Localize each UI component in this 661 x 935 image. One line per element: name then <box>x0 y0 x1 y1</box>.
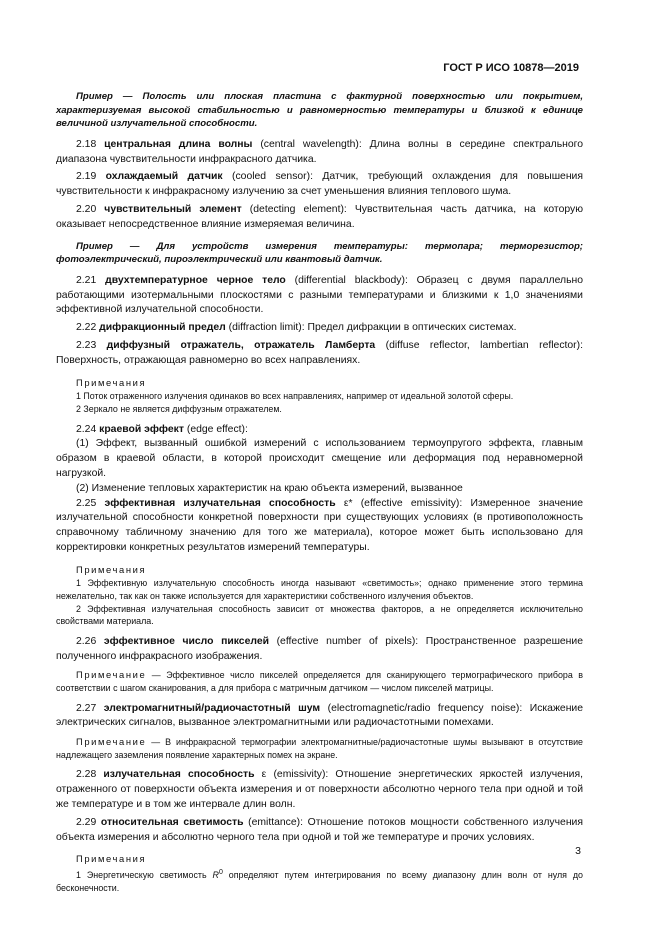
term-number: 2.27 <box>76 702 97 714</box>
term-title: излучательная способность <box>103 769 255 781</box>
term-2-24 <box>56 423 583 438</box>
term-number: 2.29 <box>76 816 97 828</box>
term-definition: (effective emissivity): Измеренное значение излучательной способности конкретной поверхности при существующих условиях (в противоположность справочному табличному значению для того же материала), которое может быть использовано для корректировки конкретных результатов измерений температуры. <box>56 497 583 553</box>
term-title: дифракционный предел <box>99 322 226 334</box>
term-title: эффективная излучательная способность <box>104 497 336 509</box>
note-single <box>56 736 583 761</box>
term-definition: (diffraction limit): Предел дифракции в оптических системах. <box>225 322 517 334</box>
note-label: Примечание <box>76 669 147 681</box>
term-title: центральная длина волны <box>104 138 253 150</box>
term-definition: (effective number of pixels): Пространственное разрешение полученного инфракрасного изображения. <box>56 635 584 662</box>
term-symbol: ε <box>254 769 267 781</box>
term-definition: (emittance): Отношение потоков мощности собственного излучения объекта измерения и абсолютно черного тела при одной и той же температуре и прочих условиях. <box>56 816 583 843</box>
term-definition: (central wavelength): Длина волны в середине спектрального диапазона чувствительности инфракрасного датчика. <box>56 138 583 165</box>
term-definition: (edge effect): <box>183 423 248 435</box>
note-item: 1 Поток отраженного излучения одинаков во всех направлениях, например от идеальной золотой сферы. <box>76 391 514 402</box>
term-number: 2.20 <box>76 203 97 215</box>
notes-heading: Примечания <box>76 853 147 865</box>
term-number: 2.24 <box>76 423 97 435</box>
term-title: электромагнитный/радиочастотный шум <box>103 702 321 714</box>
term-number: 2.19 <box>76 171 97 183</box>
term-number: 2.23 <box>76 339 97 351</box>
note-text: — В инфракрасной термографии электромагнитные/радиочастотные шумы вызывают в отсутствие надлежащего заземления появление характерных помех на экране. <box>56 737 583 760</box>
term-2-28 <box>56 768 583 812</box>
term-number: 2.25 <box>76 497 97 509</box>
example-sensors: Пример — Для устройств измерения температуры: термопара; терморезистор; фотоэлектрический, пироэлектрический или квантовый датчик. <box>56 240 583 266</box>
term-title: охлаждаемый датчик <box>105 171 223 183</box>
note-item: 1 Эффективную излучательную способность иногда называют «светимость»; однако применение этого термина нежелательно, так как он также используется для характеристики собственного излучения объектов. <box>56 578 583 602</box>
notes-heading: Примечания <box>76 376 147 388</box>
term-2-29 <box>56 816 583 846</box>
note-single <box>56 669 583 694</box>
note-item: 2 Эффективная излучательная способность зависит от множества факторов, а не определяется исключительно свойствами материала. <box>56 603 583 627</box>
document-body <box>56 90 583 894</box>
radiance-superscript: 0 <box>218 869 223 877</box>
term-definition: (diffuse reflector, lambertian reflector): Поверхность, отражающая равномерно во всех направлениях. <box>56 339 583 366</box>
term-2-26 <box>56 635 583 665</box>
radiance-symbol: R <box>212 870 219 881</box>
notes-heading: Примечания <box>76 563 147 575</box>
note-text: определяют путем интегрирования по всему диапазону длин волн от нуля до бесконечности. <box>56 870 583 893</box>
note-item <box>56 867 583 894</box>
term-definition: (differential blackbody): Образец с двумя параллельно работающими изотермальными плоскостями с разными температурами и близкими к 1,0 значениями эффективной излучательной способности. <box>56 274 583 316</box>
term-2-21 <box>56 274 583 318</box>
term-definition: (electromagnetic/radio frequency noise): Искажение электрических сигналов, вызванное электромагнитными или радиочастотными помехами. <box>56 702 584 729</box>
term-title: краевой эффект <box>99 423 184 435</box>
term-definition: (emissivity): Отношение энергетических яркостей излучения, отраженного от поверхности объекта измерения и от поверхности абсолютно черного тела при одной и той же температуре и в том же интервале длин волн. <box>56 769 583 811</box>
note-item: 2 Зеркало не является диффузным отражателем. <box>76 403 282 414</box>
term-2-25 <box>56 497 583 556</box>
term-number: 2.22 <box>76 322 97 334</box>
term-number: 2.18 <box>76 138 97 150</box>
term-title: эффективное число пикселей <box>103 635 269 647</box>
term-number: 2.21 <box>76 274 97 286</box>
term-title: двухтемпературное черное тело <box>105 274 286 286</box>
term-number: 2.26 <box>76 635 97 647</box>
term-title: диффузный отражатель, отражатель Ламберта <box>106 339 376 351</box>
term-2-22 <box>56 321 583 336</box>
term-2-19 <box>56 170 583 200</box>
term-2-24-item-2: (2) Изменение тепловых характеристик на краю объекта измерений, вызванное <box>76 482 463 494</box>
example-blackbody: Пример — Полость или плоская пластина с фактурной поверхностью или покрытием, характеризуемая высокой стабильностью и равномерностью температуры и близкой к единице величиной излучательной способности. <box>56 91 583 130</box>
term-definition: (detecting element): Чувствительная часть датчика, на которую оказывает непосредственное влияние измеряемая величина. <box>56 203 583 230</box>
term-2-18 <box>56 138 583 168</box>
note-text: 1 Энергетическую светимость <box>76 870 213 881</box>
term-2-23 <box>56 339 583 369</box>
term-2-27 <box>56 702 583 732</box>
standard-header: ГОСТ Р ИСО 10878—2019 <box>443 62 579 74</box>
note-label: Примечание <box>76 736 147 748</box>
term-number: 2.28 <box>76 769 97 781</box>
term-symbol: ε* <box>335 497 353 509</box>
term-2-24-item-1: (1) Эффект, вызванный ошибкой измерений с использованием термоупругого эффекта, главным образом в краевой области, в которой происходит смещение или деформация под неравномерной нагрузкой. <box>56 438 583 479</box>
page-number: 3 <box>575 845 581 857</box>
term-title: относительная светимость <box>100 816 244 828</box>
term-title: чувствительный элемент <box>104 203 242 215</box>
term-definition: (cooled sensor): Датчик, требующий охлаждения для повышения чувствительности к инфракрасному излучению за счет уменьшения влияния теплового шума. <box>56 171 583 198</box>
term-2-20 <box>56 203 583 233</box>
note-text: — Эффективное число пикселей определяется для сканирующего термографического прибора в соответствии с шагом сканирования, а для прибора с матричным датчиком — числом пикселей матрицы. <box>56 670 583 694</box>
